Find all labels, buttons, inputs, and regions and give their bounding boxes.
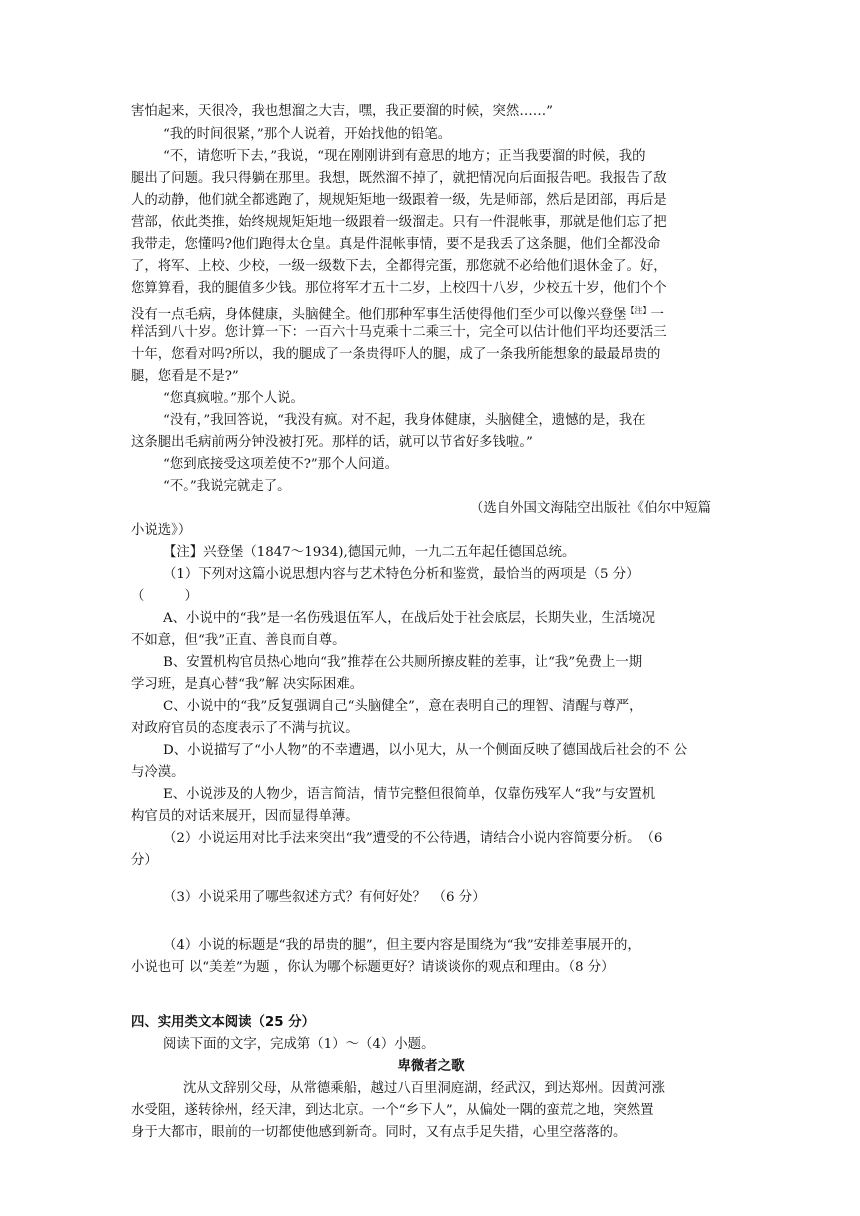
story-line: 您算算看，我的腿值多少钱。那位将军才五十二岁，上校四十八岁，少校五十岁，他们个个 — [131, 281, 667, 296]
story-line: “您到底接受这项差使不?”那个人问道。 — [163, 457, 399, 472]
story-line: 我带走，您懂吗?他们跑得太仓皇。真是件混帐事情，要不是我丢了这条腿，他们全都没命 — [131, 237, 661, 252]
answer-paren: （ ） — [131, 589, 198, 604]
story-line: “我的时间很紧，”那个人说着，开始找他的铅笔。 — [163, 127, 452, 142]
story-line: 十年，您看对吗?所以，我的腿成了一条贵得吓人的腿，成了一条我所能想象的最最昂贵的 — [131, 347, 661, 362]
story-line: 样活到八十岁。您计算一下：一百六十马克乘十二乘三十，完全可以估计他们平均还要活三 — [131, 325, 667, 340]
question-4: （4）小说的标题是“我的昂贵的腿”，但主要内容是围绕为“我”安排差事展开的， — [163, 938, 641, 953]
option-e: 构官员的对话来展开，因而显得单薄。 — [131, 809, 359, 824]
story-text: 一 — [650, 307, 664, 323]
article-title: 卑微者之歌 — [397, 1059, 465, 1074]
story-line: “没有，”我回答说，“我没有疯。对不起，我身体健康，头脑健全，遗憾的是，我在 — [163, 413, 646, 428]
question-1-stem: （1）下列对这篇小说思想内容与艺术特色分析和鉴赏，最恰当的两项是（5 分） — [163, 567, 640, 582]
article-line: 沈从文辞别父母，从常德乘船，越过八百里洞庭湖，经武汉，到达郑州。因黄河涨 — [183, 1081, 666, 1096]
article-line: 水受阻，遂转徐州，经天津，到达北京。一个“乡下人”，从偏处一隅的蛮荒之地，突然置 — [131, 1103, 654, 1118]
option-a: A、小说中的“我”是一名伤残退伍军人，在战后处于社会底层，长期失业，生活境况 — [163, 611, 656, 626]
option-b: B、安置机构官员热心地向“我”推荐在公共厕所擦皮鞋的差事，让“我”免费上一期 — [163, 655, 643, 670]
story-line: 腿出了问题。我只得躺在那里。我想，既然溜不掉了，就把情况向后面报告吧。我报告了敌 — [131, 171, 667, 186]
option-e: E、小说涉及的人物少，语言简洁，情节完整但很简单，仅靠伤残军人“我”与安置机 — [163, 787, 656, 802]
option-c: 对政府官员的态度表示了不满与抗议。 — [131, 721, 359, 736]
question-2: （2）小说运用对比手法来突出“我”遭受的不公待遇，请结合小说内容简要分析。 （6 — [163, 831, 663, 846]
story-line: 人的动静，他们就全都逃跑了，规规矩矩地一级跟着一级，先是师部，然后是团部，再后是 — [131, 193, 667, 208]
story-line: 营部，依此类推，始终规规矩矩地一级跟着一级溜走。只有一件混帐事，那就是他们忘了把 — [131, 215, 667, 230]
story-line: 了，将军、上校、少校，一级一级数下去，全都得完蛋，那您就不必给他们退休金了。好， — [131, 259, 667, 274]
option-c: C、小说中的“我”反复强调自己“头脑健全”，意在表明自己的理智、清醒与尊严， — [163, 699, 643, 714]
option-a: 不如意，但“我”正直、善良而自尊。 — [131, 633, 346, 648]
story-line: “您真疯啦。”那个人说。 — [163, 391, 304, 406]
source-citation: 小说选》） — [131, 523, 192, 538]
source-citation: （选自外国文海陆空出版社《伯尔中短篇 — [470, 501, 712, 516]
question-2: 分） — [131, 853, 158, 868]
story-line: “不。”我说完就走了。 — [163, 479, 291, 494]
footnote-marker: 【注】 — [626, 306, 651, 315]
option-b: 学习班，是真心替“我”解 决实际困难。 — [131, 677, 364, 692]
footnote: 【注】兴登堡（1847～1934),德国元帅，一九二五年起任德国总统。 — [163, 545, 576, 560]
article-line: 身于大都市，眼前的一切都使他感到新奇。同时，又有点手足失措，心里空落落的。 — [131, 1125, 627, 1140]
option-d: 与冷漠。 — [131, 765, 185, 780]
question-4: 小说也可 以“美差”为题 ，你认为哪个标题更好？请谈谈你的观点和理由。（8 分） — [131, 960, 615, 975]
story-text: 没有一点毛病，身体健康，头脑健全。他们那种军事生活使得他们至少可以像兴登堡 — [131, 307, 627, 323]
story-line: 害怕起来，天很冷，我也想溜之大吉，嘿，我正要溜的时候，突然……” — [131, 104, 553, 119]
story-line: 这条腿出毛病前两分钟没被打死。那样的话，就可以节省好多钱啦。” — [131, 435, 533, 450]
section-instruction: 阅读下面的文字，完成第（1）～（4）小题。 — [163, 1037, 435, 1052]
section-heading: 四、实用类文本阅读（25 分） — [131, 1015, 315, 1030]
option-d: D、小说描写了“小人物”的不幸遭遇，以小见大，从一个侧面反映了德国战后社会的不 公 — [163, 743, 688, 758]
story-line: “不，请您听下去，”我说，“现在刚刚讲到有意思的地方；正当我要溜的时候，我的 — [163, 149, 646, 164]
question-3: （3）小说采用了哪些叙述方式？有何好处？ （6 分） — [163, 890, 486, 905]
story-line: 腿，您看是不是?” — [131, 369, 239, 384]
